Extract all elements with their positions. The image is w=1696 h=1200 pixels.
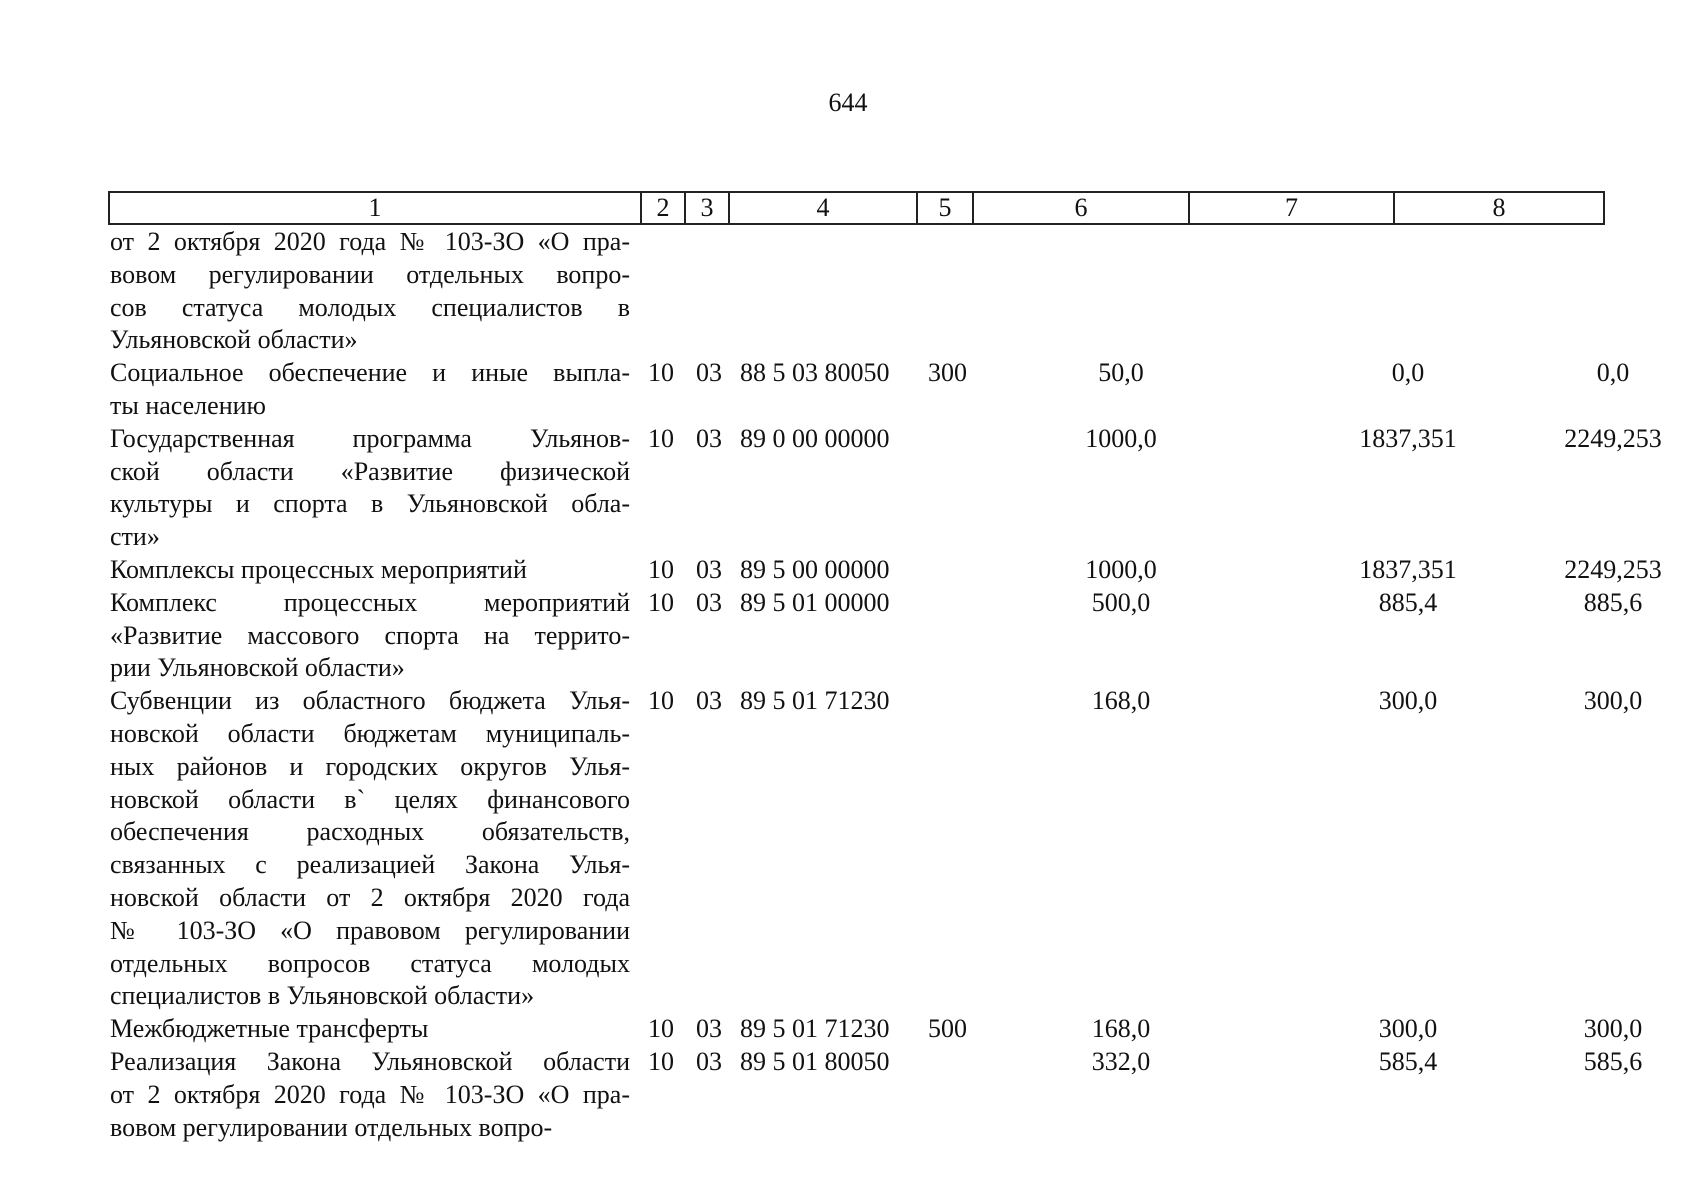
cell-col-7: 300,0 [1378,686,1438,716]
row-description [110,1013,630,1046]
cell-col-7: 300,0 [1378,1014,1438,1044]
description-line: вовом регулировании отдельных вопро- [110,259,630,289]
description-line: вовом регулировании отдельных вопро- [110,1112,553,1142]
description-line: ты населению [110,390,266,420]
cell-col-8: 2249,253 [1564,423,1662,453]
cell-col-4: 89 5 01 71230 [740,686,890,716]
cell-col-6: 1000,0 [1085,554,1157,584]
description-line: № 103-ЗО «О правовом регулировании [110,915,630,945]
cell-col-5: 300 [928,358,967,388]
description-line: Реализация Закона Ульяновской области [110,1046,630,1076]
cell-col-2: 10 [648,423,674,453]
column-header: 2 [641,192,685,224]
description-line: специалистов в Ульяновской области» [110,981,535,1011]
row-description [110,554,630,587]
cell-col-7: 1837,351 [1359,554,1457,584]
table-row [108,226,1608,357]
row-description [110,685,630,1013]
cell-col-4: 89 5 00 00000 [740,554,890,584]
column-header: 7 [1189,192,1394,224]
column-header: 1 [109,192,641,224]
description-line: сов статуса молодых специалистов в [110,292,630,322]
description-line: Субвенции из областного бюджета Улья- [110,686,630,716]
column-header: 6 [973,192,1189,224]
cell-col-6: 168,0 [1091,686,1151,716]
description-line: ской области «Развитие физической [110,456,630,486]
table-row [108,357,1630,423]
cell-col-2: 10 [648,358,674,388]
cell-col-8: 885,6 [1583,587,1643,617]
cell-col-3: 03 [696,554,722,584]
column-header: 4 [729,192,917,224]
cell-col-6: 50,0 [1098,358,1144,388]
table-row [108,1046,1643,1144]
cell-col-2: 10 [648,554,674,584]
row-description [110,357,630,423]
description-line: отдельных вопросов статуса молодых [110,948,630,978]
cell-col-7: 885,4 [1378,587,1438,617]
cell-col-2: 10 [648,686,674,716]
cell-col-8: 585,6 [1583,1046,1643,1076]
page-number: 644 [828,88,868,117]
description-line: Государственная программа Ульянов- [110,423,630,453]
cell-col-6: 332,0 [1091,1046,1151,1076]
cell-col-3: 03 [696,686,722,716]
cell-col-3: 03 [696,358,722,388]
cell-col-4: 89 5 01 80050 [740,1046,890,1076]
cell-col-6: 500,0 [1091,587,1151,617]
table-row [108,554,1662,587]
cell-col-3: 03 [696,587,722,617]
cell-col-7: 0,0 [1391,358,1425,388]
row-description [110,423,630,554]
row-description [110,1046,630,1144]
column-header-table [108,191,1605,225]
cell-col-3: 03 [696,1046,722,1076]
table-row [108,685,1643,1013]
description-line: от 2 октября 2020 года № 103-ЗО «О пра- [110,1079,630,1109]
cell-col-3: 03 [696,423,722,453]
cell-col-2: 10 [648,587,674,617]
description-line: ных районов и городских округов Улья- [110,751,630,781]
description-line: сти» [110,522,160,552]
cell-col-5: 500 [928,1014,967,1044]
description-line: новской области от 2 октября 2020 года [110,882,630,912]
cell-col-8: 0,0 [1596,358,1630,388]
cell-col-2: 10 [648,1014,674,1044]
cell-col-4: 89 0 00 00000 [740,423,890,453]
description-line: культуры и спорта в Ульяновской обла- [110,489,630,519]
column-header: 8 [1394,192,1604,224]
cell-col-7: 1837,351 [1359,423,1457,453]
description-line: «Развитие массового спорта на террито- [110,620,630,650]
cell-col-3: 03 [696,1014,722,1044]
table-row [108,423,1662,554]
description-line: новской области бюджетам муниципаль- [110,718,630,748]
description-line: Ульяновской области» [110,325,358,355]
column-header-row [109,192,1604,224]
row-description [110,226,630,357]
description-line: Социальное обеспечение и иные выпла- [110,358,630,388]
cell-col-8: 2249,253 [1564,554,1662,584]
cell-col-4: 89 5 01 00000 [740,587,890,617]
row-description [110,587,630,685]
cell-col-2: 10 [648,1046,674,1076]
column-header: 5 [917,192,973,224]
table-row [108,1013,1643,1046]
description-line: рии Ульяновской области» [110,653,405,683]
description-line: от 2 октября 2020 года № 103-ЗО «О пра- [110,227,630,256]
cell-col-6: 168,0 [1091,1014,1151,1044]
cell-col-4: 88 5 03 80050 [740,358,890,388]
cell-col-6: 1000,0 [1085,423,1157,453]
cell-col-8: 300,0 [1583,686,1643,716]
description-line: Комплекс процессных мероприятий [110,587,630,617]
description-line: обеспечения расходных обязательств, [110,817,630,847]
description-line: Межбюджетные трансферты [110,1014,429,1044]
cell-col-4: 89 5 01 71230 [740,1014,890,1044]
cell-col-8: 300,0 [1583,1014,1643,1044]
table-row [108,587,1643,685]
column-header: 3 [685,192,729,224]
description-line: Комплексы процессных мероприятий [110,554,527,584]
description-line: новской области в` целях финансового [110,784,630,814]
budget-table-body [108,226,1662,1144]
description-line: связанных с реализацией Закона Улья- [110,850,630,880]
cell-col-7: 585,4 [1378,1046,1438,1076]
